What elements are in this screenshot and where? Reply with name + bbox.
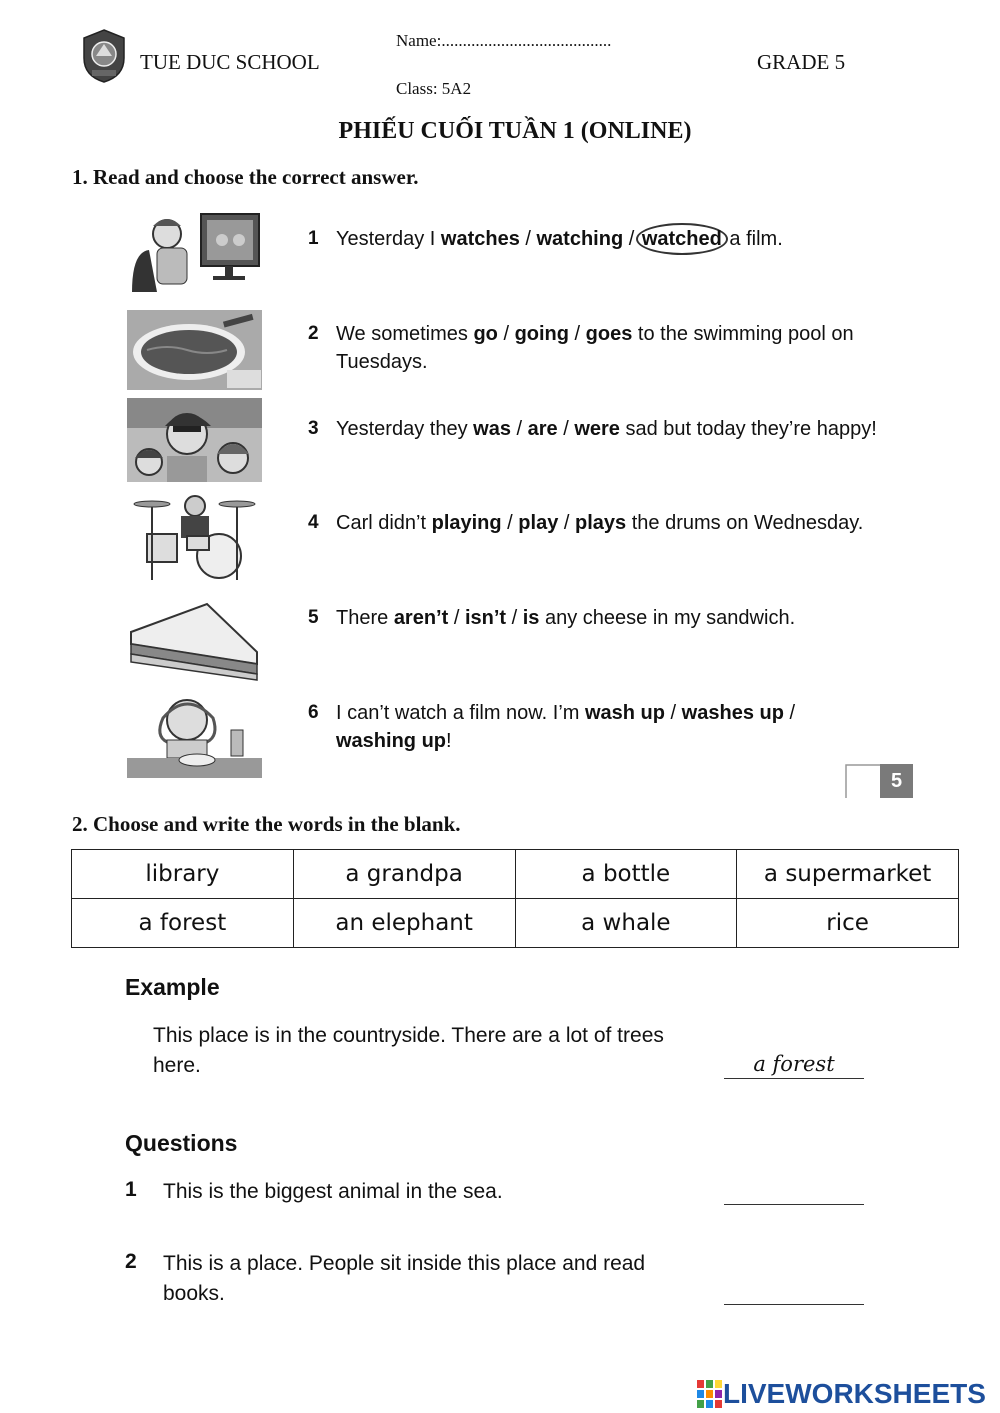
option-is[interactable]: is	[522, 607, 540, 629]
question-number: 1	[125, 1178, 137, 1201]
example-heading: Example	[125, 974, 220, 1000]
section2-heading: 2. Choose and write the words in the blank.	[72, 812, 461, 836]
page-title: PHIẾU CUỐI TUẦN 1 (ONLINE)	[338, 118, 692, 144]
school-crest-logo	[80, 28, 128, 84]
option-play[interactable]: play	[518, 512, 559, 534]
word-bank-table	[71, 849, 959, 948]
option-was[interactable]: was	[473, 418, 511, 440]
word-bank-item[interactable]: library	[72, 850, 294, 899]
question-number: 3	[308, 418, 319, 439]
option-wash-up[interactable]: wash up	[584, 702, 665, 724]
word-bank-item[interactable]: a whale	[515, 899, 737, 948]
option-watching[interactable]: watching	[536, 228, 624, 250]
option-washes-up[interactable]: washes up	[681, 702, 784, 724]
option-arent[interactable]: aren’t	[393, 607, 449, 629]
word-bank-item[interactable]: a forest	[72, 899, 294, 948]
question-1-text: Yesterday I watches / watching / watched a film.	[336, 225, 926, 253]
option-plays[interactable]: plays	[575, 512, 627, 534]
question-number: 4	[308, 512, 319, 533]
table-row	[72, 899, 959, 948]
section1-heading: 1. Read and choose the correct answer.	[72, 165, 419, 189]
student-name-field[interactable]: Name:........................................	[396, 31, 612, 50]
question-number: 6	[308, 702, 319, 723]
option-watched-circled[interactable]: watched	[636, 223, 728, 255]
example-text: This place is in the countryside. There are a lot of trees here.	[153, 1024, 664, 1077]
family-image	[127, 398, 262, 482]
swimming-pool-image	[127, 310, 262, 390]
question-number: 2	[308, 323, 319, 344]
word-bank-item[interactable]: a bottle	[515, 850, 737, 899]
option-are[interactable]: are	[527, 418, 558, 440]
boy-watching-tv-image	[127, 212, 262, 292]
class-label: Class: 5A2	[396, 79, 472, 98]
question-text: This is the biggest animal in the sea.	[163, 1180, 503, 1203]
school-name: TUE DUC SCHOOL	[140, 50, 320, 74]
word-bank-item[interactable]: a supermarket	[737, 850, 959, 899]
question-4-text: Carl didn’t playing / play / plays the drums on Wednesday.	[336, 512, 864, 534]
word-bank-item[interactable]: rice	[737, 899, 959, 948]
question-3-text: Yesterday they was / are / were sad but today they’re happy!	[336, 418, 877, 440]
liveworksheets-logo	[697, 1376, 986, 1412]
questions-heading: Questions	[125, 1130, 238, 1156]
option-going[interactable]: going	[514, 323, 569, 345]
word-bank-item[interactable]: an elephant	[293, 899, 515, 948]
example-answer-line	[724, 1078, 864, 1079]
question-text: This is a place. People sit inside this place and read books.	[163, 1252, 646, 1305]
question-6-text: I can’t watch a film now. I’m wash up / washes up / washing up!	[336, 702, 796, 752]
table-row	[72, 850, 959, 899]
liveworksheets-grid-icon	[697, 1380, 723, 1408]
option-isnt[interactable]: isn’t	[464, 607, 507, 629]
question-number: 1	[308, 228, 319, 249]
drum-kit-image	[127, 490, 262, 588]
liveworksheets-brand: LIVEWORKSHEETS	[723, 1378, 986, 1409]
option-watches[interactable]: watches	[440, 228, 520, 250]
question-5-text: There aren’t / isn’t / is any cheese in my sandwich.	[336, 607, 796, 629]
question-number: 2	[125, 1250, 137, 1273]
girl-washing-up-image	[127, 696, 262, 778]
sandwich-image	[127, 602, 262, 682]
option-washing-up[interactable]: washing up	[336, 730, 446, 752]
example-answer: a forest	[753, 1052, 835, 1076]
option-were[interactable]: were	[574, 418, 620, 440]
word-bank-item[interactable]: a grandpa	[293, 850, 515, 899]
option-goes[interactable]: goes	[585, 323, 633, 345]
answer-blank-1[interactable]	[724, 1204, 864, 1205]
grade-label: GRADE 5	[757, 50, 846, 74]
option-playing[interactable]: playing	[431, 512, 502, 534]
score-value: 5	[880, 764, 913, 798]
question-number: 5	[308, 607, 319, 628]
option-go[interactable]: go	[473, 323, 498, 345]
question-2-text: We sometimes go / going / goes to the swimming pool on Tuesdays.	[336, 323, 854, 373]
answer-blank-2[interactable]	[724, 1304, 864, 1305]
